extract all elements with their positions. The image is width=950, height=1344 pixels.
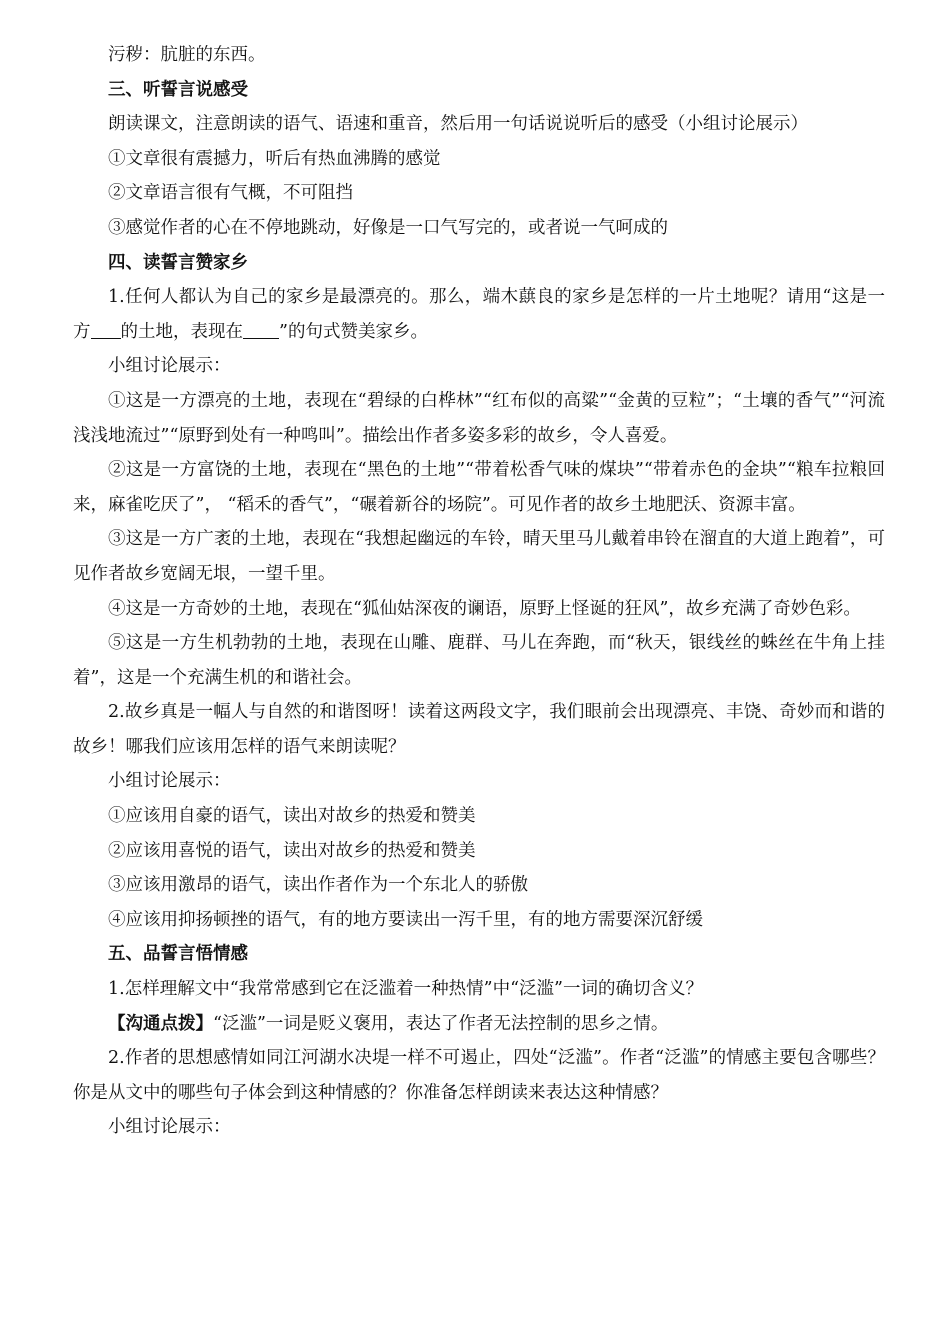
section-heading-5: 五、品誓言悟情感 — [108, 944, 248, 965]
answer-item-2: ②这是一方富饶的土地，表现在“黑色的土地”“带着松香气味的煤块”“带着赤色的金块”“粮车拉粮回来，麻雀吃厌了”， “稻禾的香气”，“碾着新谷的场院”。可见作者的故乡土地肥沃、资源丰富。 — [73, 460, 885, 515]
document-page — [73, 38, 885, 1145]
tip-paragraph — [73, 1007, 885, 1042]
feeling-item-3: ③感觉作者的心在不停地跳动，好像是一口气写完的，或者说一气呵成的 — [108, 217, 668, 238]
question-3: 1.怎样理解文中“我常常感到它在泛滥着一种热情”中“泛滥”一词的确切含义？ — [108, 979, 703, 1000]
tone-item-2: ②应该用喜悦的语气，读出对故乡的热爱和赞美 — [108, 840, 476, 861]
question-1 — [73, 280, 885, 349]
fill-blank-2 — [243, 319, 279, 338]
group-discussion-label: 小组讨论展示： — [108, 1117, 231, 1138]
question-1-part-c: ”的句式赞美家乡。 — [279, 321, 428, 342]
vocab-note: 污秽：肮脏的东西。 — [108, 45, 266, 65]
tone-item-1: ①应该用自豪的语气，读出对故乡的热爱和赞美 — [108, 806, 476, 827]
question-1-part-b: 的土地，表现在 — [120, 321, 243, 342]
answer-item-4: ④这是一方奇妙的土地，表现在“狐仙姑深夜的谰语，原野上怪诞的狂风”，故乡充满了奇妙色彩。 — [108, 598, 861, 619]
group-discussion-label: 小组讨论展示： — [108, 356, 231, 377]
answer-item-3: ③这是一方广袤的土地，表现在“我想起幽远的车铃，晴天里马儿戴着串铃在溜直的大道上跑着”，可见作者故乡宽阔无垠，一望千里。 — [73, 529, 885, 584]
fill-blank-1 — [91, 319, 121, 338]
question-1-part-a: 1.任何人都认为自己的家乡是最漂亮的。那么，端木蕻良的家乡是怎样的一片土地呢？请用“这是一方 — [73, 287, 885, 342]
tip-label: 【沟通点拨】 — [108, 1013, 213, 1034]
section-heading-3: 三、听誓言说感受 — [108, 79, 248, 100]
tone-item-4: ④应该用抑扬顿挫的语气，有的地方要读出一泻千里，有的地方需要深沉舒缓 — [108, 909, 703, 930]
feeling-item-1: ①文章很有震撼力，听后有热血沸腾的感觉 — [108, 148, 441, 169]
answer-item-1: ①这是一方漂亮的土地，表现在“碧绿的白桦林”“红布似的高粱”“金黄的豆粒”；“土壤的香气”“河流浅浅地流过”“原野到处有一种鸣叫”。描绘出作者多姿多彩的故乡，令人喜爱。 — [73, 390, 885, 446]
question-2: 2.故乡真是一幅人与自然的和谐图呀！读着这两段文字，我们眼前会出现漂亮、丰饶、奇妙而和谐的故乡！哪我们应该用怎样的语气来朗读呢？ — [73, 702, 885, 757]
feeling-item-2: ②文章语言很有气概，不可阻挡 — [108, 183, 353, 204]
group-discussion-label: 小组讨论展示： — [108, 771, 231, 792]
question-4: 2.作者的思想感情如同江河湖水决堤一样不可遏止，四处“泛滥”。作者“泛滥”的情感主要包含哪些？你是从文中的哪些句子体会到这种情感的？你准备怎样朗读来表达这种情感？ — [73, 1048, 885, 1103]
reading-instruction: 朗读课文，注意朗读的语气、语速和重音，然后用一句话说说听后的感受（小组讨论展示） — [108, 114, 808, 135]
answer-item-5: ⑤这是一方生机勃勃的土地，表现在山雕、鹿群、马儿在奔跑，而“秋天，银线丝的蛛丝在牛角上挂着”，这是一个充满生机的和谐社会。 — [73, 633, 885, 688]
tip-text: “泛滥”一词是贬义褒用，表达了作者无法控制的思乡之情。 — [213, 1013, 669, 1034]
tone-item-3: ③应该用激昂的语气，读出作者作为一个东北人的骄傲 — [108, 875, 528, 896]
section-heading-4: 四、读誓言赞家乡 — [108, 252, 248, 273]
